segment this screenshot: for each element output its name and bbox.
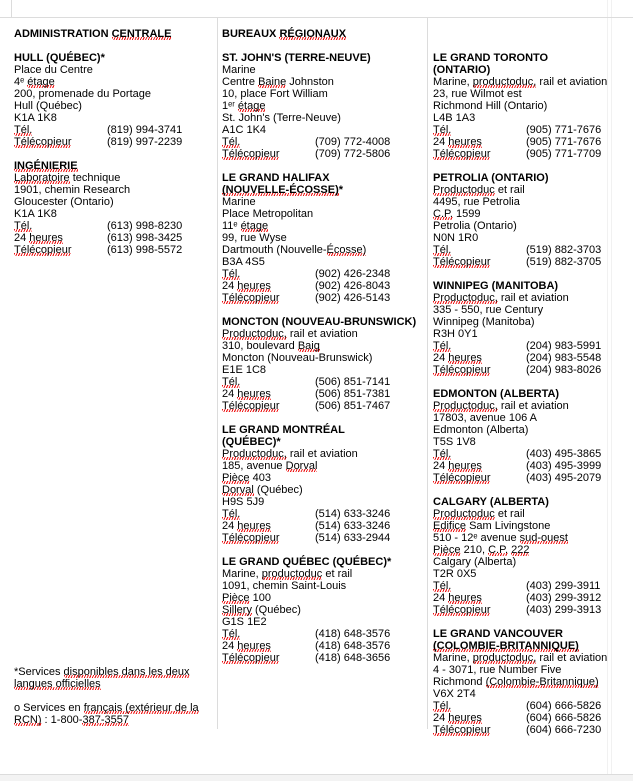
- address-line: Dorval (Québec): [222, 484, 303, 496]
- phone-row: [222, 148, 420, 160]
- phone-number: (418) 648-3576: [315, 640, 391, 652]
- address-line: B3A 4S5: [222, 256, 265, 268]
- phone-label: 24 heures: [222, 520, 271, 532]
- address-line: N0N 1R0: [433, 232, 479, 244]
- phone-label: 24 heures: [433, 712, 482, 724]
- footnote-1: [14, 666, 219, 690]
- phone-row: [222, 508, 420, 520]
- misspelled-word: Laboratoire: [14, 172, 70, 184]
- phone-number: (905) 771-7709: [526, 148, 602, 160]
- address-line: Pièce 210, C.P. 222: [433, 544, 530, 556]
- office-ingenierie: [14, 160, 210, 256]
- footnote-2: [14, 702, 219, 726]
- address-line: G1S 1E2: [222, 616, 267, 628]
- misspelled-word: Pièce: [222, 592, 250, 604]
- address-line: Pièce 100: [222, 592, 271, 604]
- phone-number: (902) 426-2348: [315, 268, 391, 280]
- phone-row: [433, 592, 629, 604]
- phone-label: 24 heures: [222, 640, 271, 652]
- phone-number: (403) 299-3911: [526, 580, 601, 592]
- address-line: Productoduc, rail et aviation: [433, 292, 569, 304]
- phone-row: [222, 520, 420, 532]
- misspelled-word: 222: [511, 544, 530, 556]
- misspelled-word: heures: [237, 640, 271, 652]
- address-line: 510 - 12ᵉ avenue sud-ouest: [433, 532, 568, 544]
- phone-row: [14, 136, 210, 148]
- column-bureaux-regionaux: [222, 28, 420, 676]
- address-line: 4495, rue Petrolia: [433, 196, 520, 208]
- misspelled-word: Tél.: [14, 220, 33, 232]
- address-line: Petrolia (Ontario): [433, 220, 517, 232]
- phone-number: (204) 983-5548: [526, 352, 602, 364]
- office-le-grand-vancouver: [433, 628, 629, 736]
- misspelled-word: RÉGIONAUX: [279, 28, 347, 40]
- address-line: A1C 1K4: [222, 124, 267, 136]
- phone-row: [433, 352, 629, 364]
- phone-row: [222, 652, 420, 664]
- section-header-bureaux-regionaux: BUREAUX RÉGIONAUX: [222, 28, 347, 40]
- misspelled-word: étage: [27, 76, 55, 88]
- office-title-line: MONCTON (NOUVEAU-BRUNSWICK): [222, 316, 417, 328]
- misspelled-word: heures: [237, 280, 271, 292]
- phone-label: [14, 136, 107, 148]
- phone-label: [222, 136, 315, 148]
- phone-number: (514) 633-3246: [315, 508, 391, 520]
- address-line: Place du Centre: [14, 64, 93, 76]
- address-line: Edifice Sam Livingstone: [433, 520, 551, 532]
- office-title-line: (NOUVELLE-ÉCOSSE)*: [222, 184, 344, 196]
- office-calgary-alberta: [433, 496, 629, 616]
- phone-number: (902) 426-5143: [315, 292, 391, 304]
- office-le-grand-halifax: [222, 172, 420, 304]
- misspelled-word: Télécopieur: [433, 364, 491, 376]
- phone-number: (204) 983-5991: [526, 340, 602, 352]
- office-hull-quebec: [14, 52, 210, 148]
- address-line: C.P. 1599: [433, 208, 481, 220]
- phone-number: (604) 666-7230: [526, 724, 602, 736]
- phone-number: (819) 997-2239: [107, 136, 183, 148]
- phone-row: [433, 700, 629, 712]
- address-line: Productoduc, rail et aviation: [222, 448, 358, 460]
- misspelled-word: langues officielles: [14, 678, 101, 690]
- misspelled-word: productoduc,: [472, 76, 537, 88]
- phone-label: [222, 532, 315, 544]
- phone-number: (418) 648-3576: [315, 628, 391, 640]
- office-moncton-nouveau-brunswick: [222, 316, 420, 412]
- phone-number: (403) 299-3912: [526, 592, 602, 604]
- office-title-line: LE GRAND VANCOUVER: [433, 628, 563, 640]
- misspelled-word: Télécopieur: [433, 472, 491, 484]
- misspelled-word: Productoduc,: [222, 328, 287, 340]
- office-le-grand-quebec-quebec: [222, 556, 420, 664]
- office-title-line: LE GRAND QUÉBEC (QUÉBEC)*: [222, 556, 392, 568]
- misspelled-word: Edifice: [433, 520, 467, 532]
- address-line: R3H 0Y1: [433, 328, 478, 340]
- office-title-line: ST. JOHN'S (TERRE-NEUVE): [222, 52, 371, 64]
- phone-row: [433, 148, 629, 160]
- misspelled-word: 387-3557: [82, 714, 129, 726]
- phone-label: [222, 652, 315, 664]
- misspelled-word: heures: [237, 388, 271, 400]
- phone-label: 24 heures: [433, 592, 482, 604]
- address-line: Pièce 403: [222, 472, 271, 484]
- misspelled-word: INGÉNIERIE: [14, 160, 78, 172]
- misspelled-word: Productoduc: [433, 508, 495, 520]
- misspelled-word: Tél.: [433, 244, 452, 256]
- misspelled-word: Pièce: [222, 472, 250, 484]
- office-st-john-s-terre-neuve: [222, 52, 420, 160]
- phone-label: [433, 448, 526, 460]
- phone-label: [433, 724, 526, 736]
- misspelled-word: Tél.: [222, 628, 241, 640]
- misspelled-word: Tél.: [433, 700, 452, 712]
- phone-number: (506) 851-7381: [315, 388, 391, 400]
- address-line: H9S 5J9: [222, 496, 265, 508]
- address-line: L4B 1A3: [433, 112, 476, 124]
- office-le-grand-montreal: [222, 424, 420, 544]
- office-title-line: LE GRAND HALIFAX: [222, 172, 330, 184]
- column-divider: [217, 17, 218, 729]
- address-line: Place Metropolitan: [222, 208, 314, 220]
- misspelled-word: Dorval: [222, 484, 254, 496]
- misspelled-word: (Colombie-Britannique): [485, 676, 599, 688]
- phone-label: [14, 220, 107, 232]
- misspelled-word: Pièce: [433, 544, 461, 556]
- phone-number: (613) 998-5572: [107, 244, 183, 256]
- phone-number: (604) 666-5826: [526, 712, 602, 724]
- misspelled-word: Télécopieur: [14, 136, 72, 148]
- office-title-line: WINNIPEG (MANITOBA): [433, 280, 559, 292]
- phone-label: [433, 148, 526, 160]
- misspelled-word: Écosse): [326, 244, 367, 256]
- phone-number: (604) 666-5826: [526, 700, 602, 712]
- misspelled-word: Tél.: [222, 376, 241, 388]
- misspelled-word: (NOUVELLE-ÉCOSSE): [222, 184, 339, 196]
- phone-label: [222, 628, 315, 640]
- address-line: Productoduc et rail: [433, 184, 525, 196]
- misspelled-word: disponibles dans les deux: [63, 666, 190, 678]
- phone-label: [433, 580, 526, 592]
- phone-number: (905) 771-7676: [526, 136, 602, 148]
- address-line: Marine, productoduc, rail et aviation: [433, 652, 608, 664]
- phone-number: (403) 299-3913: [526, 604, 602, 616]
- phone-label: 24 heures: [222, 388, 271, 400]
- office-title-line: LE GRAND MONTRÉAL: [222, 424, 345, 436]
- column-bureaux-regionaux-suite: [433, 52, 629, 748]
- misspelled-word: Télécopieur: [222, 292, 280, 304]
- misspelled-word: français (extérieur de la: [83, 702, 199, 714]
- phone-number: (905) 771-7676: [526, 124, 602, 136]
- office-winnipeg-manitoba: [433, 280, 629, 376]
- address-line: 310, boulevard Baig: [222, 340, 320, 352]
- phone-number: (403) 495-3865: [526, 448, 602, 460]
- phone-label: [433, 340, 526, 352]
- phone-label: [433, 256, 526, 268]
- misspelled-word: Tél.: [433, 340, 452, 352]
- misspelled-word: Tél.: [222, 508, 241, 520]
- misspelled-word: Tél.: [433, 580, 452, 592]
- phone-row: [433, 460, 629, 472]
- misspelled-word: heures: [448, 352, 482, 364]
- phone-row: [14, 244, 210, 256]
- phone-row: [14, 232, 210, 244]
- misspelled-word: heures: [448, 712, 482, 724]
- address-line: E1E 1C8: [222, 364, 267, 376]
- address-line: Winnipeg (Manitoba): [433, 316, 535, 328]
- phone-number: (514) 633-2944: [315, 532, 391, 544]
- misspelled-word: RCN): [14, 714, 42, 726]
- phone-label: [433, 244, 526, 256]
- phone-number: (902) 426-8043: [315, 280, 391, 292]
- misspelled-word: Tél.: [433, 124, 452, 136]
- address-line: 200, promenade du Portage: [14, 88, 151, 100]
- phone-row: [433, 244, 629, 256]
- misspelled-word: Télécopieur: [222, 532, 280, 544]
- address-line: T2R 0X5: [433, 568, 477, 580]
- phone-label: [222, 400, 315, 412]
- phone-number: (204) 983-8026: [526, 364, 602, 376]
- address-line: Productoduc et rail: [433, 508, 525, 520]
- phone-number: (613) 998-8230: [107, 220, 183, 232]
- misspelled-word: heures: [448, 136, 482, 148]
- misspelled-word: heures: [448, 592, 482, 604]
- phone-row: [222, 136, 420, 148]
- bottom-strip: [0, 775, 633, 781]
- misspelled-word: Baig: [297, 340, 320, 352]
- phone-number: (613) 998-3425: [107, 232, 183, 244]
- phone-label: 24 heures: [222, 280, 271, 292]
- address-line: 1091, chemin Saint-Louis: [222, 580, 347, 592]
- office-title-line: [14, 160, 210, 172]
- phone-row: [222, 280, 420, 292]
- misspelled-word: productoduc: [261, 568, 323, 580]
- phone-row: [433, 448, 629, 460]
- phone-row: [14, 220, 210, 232]
- address-line: Marine: [222, 196, 256, 208]
- address-line: 335 - 550, rue Century: [433, 304, 544, 316]
- footnote-line: RCN) : 1-800-387-3557: [14, 714, 129, 726]
- phone-label: [433, 604, 526, 616]
- misspelled-word: heures: [448, 460, 482, 472]
- address-line: Richmond Hill (Ontario): [433, 100, 548, 112]
- misspelled-word: Télécopieur: [433, 724, 491, 736]
- address-line: 99, rue Wyse: [222, 232, 287, 244]
- misspelled-word: C.P.: [488, 544, 509, 556]
- phone-number: (514) 633-3246: [315, 520, 391, 532]
- address-line: Centre Baine Johnston: [222, 76, 334, 88]
- misspelled-word: Sillery: [222, 604, 252, 616]
- address-line: 4ᵉ étage: [14, 76, 55, 88]
- office-title-line: [433, 640, 629, 652]
- office-petrolia-ontario: [433, 172, 629, 268]
- phone-label: 24 heures: [433, 460, 482, 472]
- address-line: 1901, chemin Research: [14, 184, 131, 196]
- phone-row: [222, 292, 420, 304]
- misspelled-word: Baine: [258, 76, 287, 88]
- address-line: 17803, avenue 106 A: [433, 412, 537, 424]
- phone-row: [433, 724, 629, 736]
- misspelled-word: Télécopieur: [222, 652, 280, 664]
- phone-label: [222, 508, 315, 520]
- phone-row: [222, 268, 420, 280]
- office-title-line: PETROLIA (ONTARIO): [433, 172, 549, 184]
- address-line: Productoduc, rail et aviation: [222, 328, 358, 340]
- address-line: Hull (Québec): [14, 100, 82, 112]
- phone-row: [433, 256, 629, 268]
- address-line: Marine: [222, 64, 256, 76]
- office-title-line: LE GRAND TORONTO: [433, 52, 549, 64]
- phone-row: [14, 124, 210, 136]
- address-line: K1A 1K8: [14, 208, 57, 220]
- phone-number: (403) 495-3999: [526, 460, 602, 472]
- phone-number: (519) 882-3705: [526, 256, 602, 268]
- footnote-line: o Services en français (extérieur de la: [14, 702, 199, 714]
- address-line: Sillery (Québec): [222, 604, 301, 616]
- address-line: Productoduc, rail et aviation: [433, 400, 569, 412]
- phone-number: (403) 495-2079: [526, 472, 602, 484]
- misspelled-word: Tél.: [222, 136, 241, 148]
- office-le-grand-toronto: [433, 52, 629, 160]
- phone-label: [222, 376, 315, 388]
- phone-number: (519) 882-3703: [526, 244, 602, 256]
- office-title-line: EDMONTON (ALBERTA): [433, 388, 560, 400]
- misspelled-word: sud-ouest: [519, 532, 568, 544]
- footnote-line: *Services disponibles dans les deux: [14, 666, 190, 678]
- footnotes: [14, 666, 219, 738]
- top-rule: [0, 17, 633, 18]
- misspelled-word: Productoduc,: [222, 448, 287, 460]
- misspelled-word: Tél.: [222, 268, 241, 280]
- misspelled-word: productoduc,: [472, 652, 537, 664]
- phone-row: [222, 532, 420, 544]
- misspelled-word: heures: [237, 520, 271, 532]
- misspelled-word: Télécopieur: [433, 256, 491, 268]
- address-line: 11ᵉ étage: [222, 220, 269, 232]
- office-title-line: (QUÉBEC)*: [222, 436, 281, 448]
- misspelled-word: Télécopieur: [433, 148, 491, 160]
- phone-label: 24 heures: [14, 232, 63, 244]
- phone-row: [222, 640, 420, 652]
- phone-row: [433, 364, 629, 376]
- address-line: Marine, productoduc et rail: [222, 568, 353, 580]
- address-line: Gloucester (Ontario): [14, 196, 114, 208]
- phone-label: 24 heures: [433, 136, 482, 148]
- phone-label: [433, 364, 526, 376]
- office-title-line: CALGARY (ALBERTA): [433, 496, 549, 508]
- phone-number: (709) 772-5806: [315, 148, 391, 160]
- column-administration-centrale: [14, 28, 210, 268]
- address-line: Moncton (Nouveau-Brunswick): [222, 352, 373, 364]
- phone-row: [433, 340, 629, 352]
- phone-number: (418) 648-3656: [315, 652, 391, 664]
- phone-row: [222, 628, 420, 640]
- misspelled-word: Tél.: [14, 124, 33, 136]
- misspelled-word: Télécopieur: [14, 244, 72, 256]
- phone-row: [433, 124, 629, 136]
- phone-number: (819) 994-3741: [107, 124, 183, 136]
- phone-label: [222, 268, 315, 280]
- phone-label: [222, 148, 315, 160]
- misspelled-word: étage: [237, 100, 266, 112]
- address-line: 10, place Fort William: [222, 88, 328, 100]
- office-edmonton-alberta: [433, 388, 629, 484]
- footnote-line: [14, 678, 219, 690]
- phone-label: [14, 244, 107, 256]
- phone-label: [433, 124, 526, 136]
- phone-row: [222, 376, 420, 388]
- misspelled-word: Télécopieur: [222, 400, 280, 412]
- address-line: Dartmouth (Nouvelle-Écosse): [222, 244, 367, 256]
- misspelled-word: étage: [240, 220, 269, 232]
- address-line: Edmonton (Alberta): [433, 424, 529, 436]
- misspelled-word: Dorval: [285, 460, 318, 472]
- phone-number: (506) 851-7467: [315, 400, 391, 412]
- phone-label: 24 heures: [433, 352, 482, 364]
- misspelled-word: Tél.: [433, 448, 452, 460]
- phone-row: [222, 400, 420, 412]
- misspelled-word: Télécopieur: [222, 148, 280, 160]
- address-line: Richmond (Colombie-Britannique): [433, 676, 599, 688]
- address-line: St. John's (Terre-Neuve): [222, 112, 341, 124]
- office-title-line: HULL (QUÉBEC)*: [14, 52, 105, 64]
- misspelled-word: heures: [29, 232, 63, 244]
- phone-row: [433, 580, 629, 592]
- address-line: 1ᵉʳ étage: [222, 100, 266, 112]
- phone-number: (506) 851-7141: [315, 376, 391, 388]
- office-title-line: (ONTARIO): [433, 64, 491, 76]
- phone-label: [433, 472, 526, 484]
- phone-label: [222, 292, 315, 304]
- phone-label: [14, 124, 107, 136]
- address-line: T5S 1V8: [433, 436, 476, 448]
- phone-row: [222, 388, 420, 400]
- address-line: Marine, productoduc, rail et aviation: [433, 76, 608, 88]
- column-divider: [427, 17, 428, 729]
- address-line: Laboratoire technique: [14, 172, 121, 184]
- phone-row: [433, 472, 629, 484]
- misspelled-word: Productoduc: [433, 184, 495, 196]
- address-line: V6X 2T4: [433, 688, 476, 700]
- address-line: K1A 1K8: [14, 112, 57, 124]
- address-line: 23, rue Wilmot est: [433, 88, 522, 100]
- address-line: Calgary (Alberta): [433, 556, 517, 568]
- address-line: 4 - 3071, rue Number Five: [433, 664, 562, 676]
- misspelled-word: Télécopieur: [433, 604, 491, 616]
- phone-number: (709) 772-4008: [315, 136, 391, 148]
- section-header-administration-centrale: ADMINISTRATION CENTRALE: [14, 28, 172, 40]
- misspelled-word: CENTRALE: [111, 28, 172, 40]
- phone-row: [433, 712, 629, 724]
- phone-row: [433, 604, 629, 616]
- phone-label: [433, 700, 526, 712]
- misspelled-word: Productoduc,: [433, 292, 498, 304]
- top-left-tick: [11, 0, 12, 17]
- misspelled-word: (COLOMBIE-BRITANNIQUE): [433, 640, 579, 652]
- address-line: 185, avenue Dorval: [222, 460, 318, 472]
- misspelled-word: C.P.: [433, 208, 453, 220]
- phone-row: [433, 136, 629, 148]
- misspelled-word: Productoduc,: [433, 400, 498, 412]
